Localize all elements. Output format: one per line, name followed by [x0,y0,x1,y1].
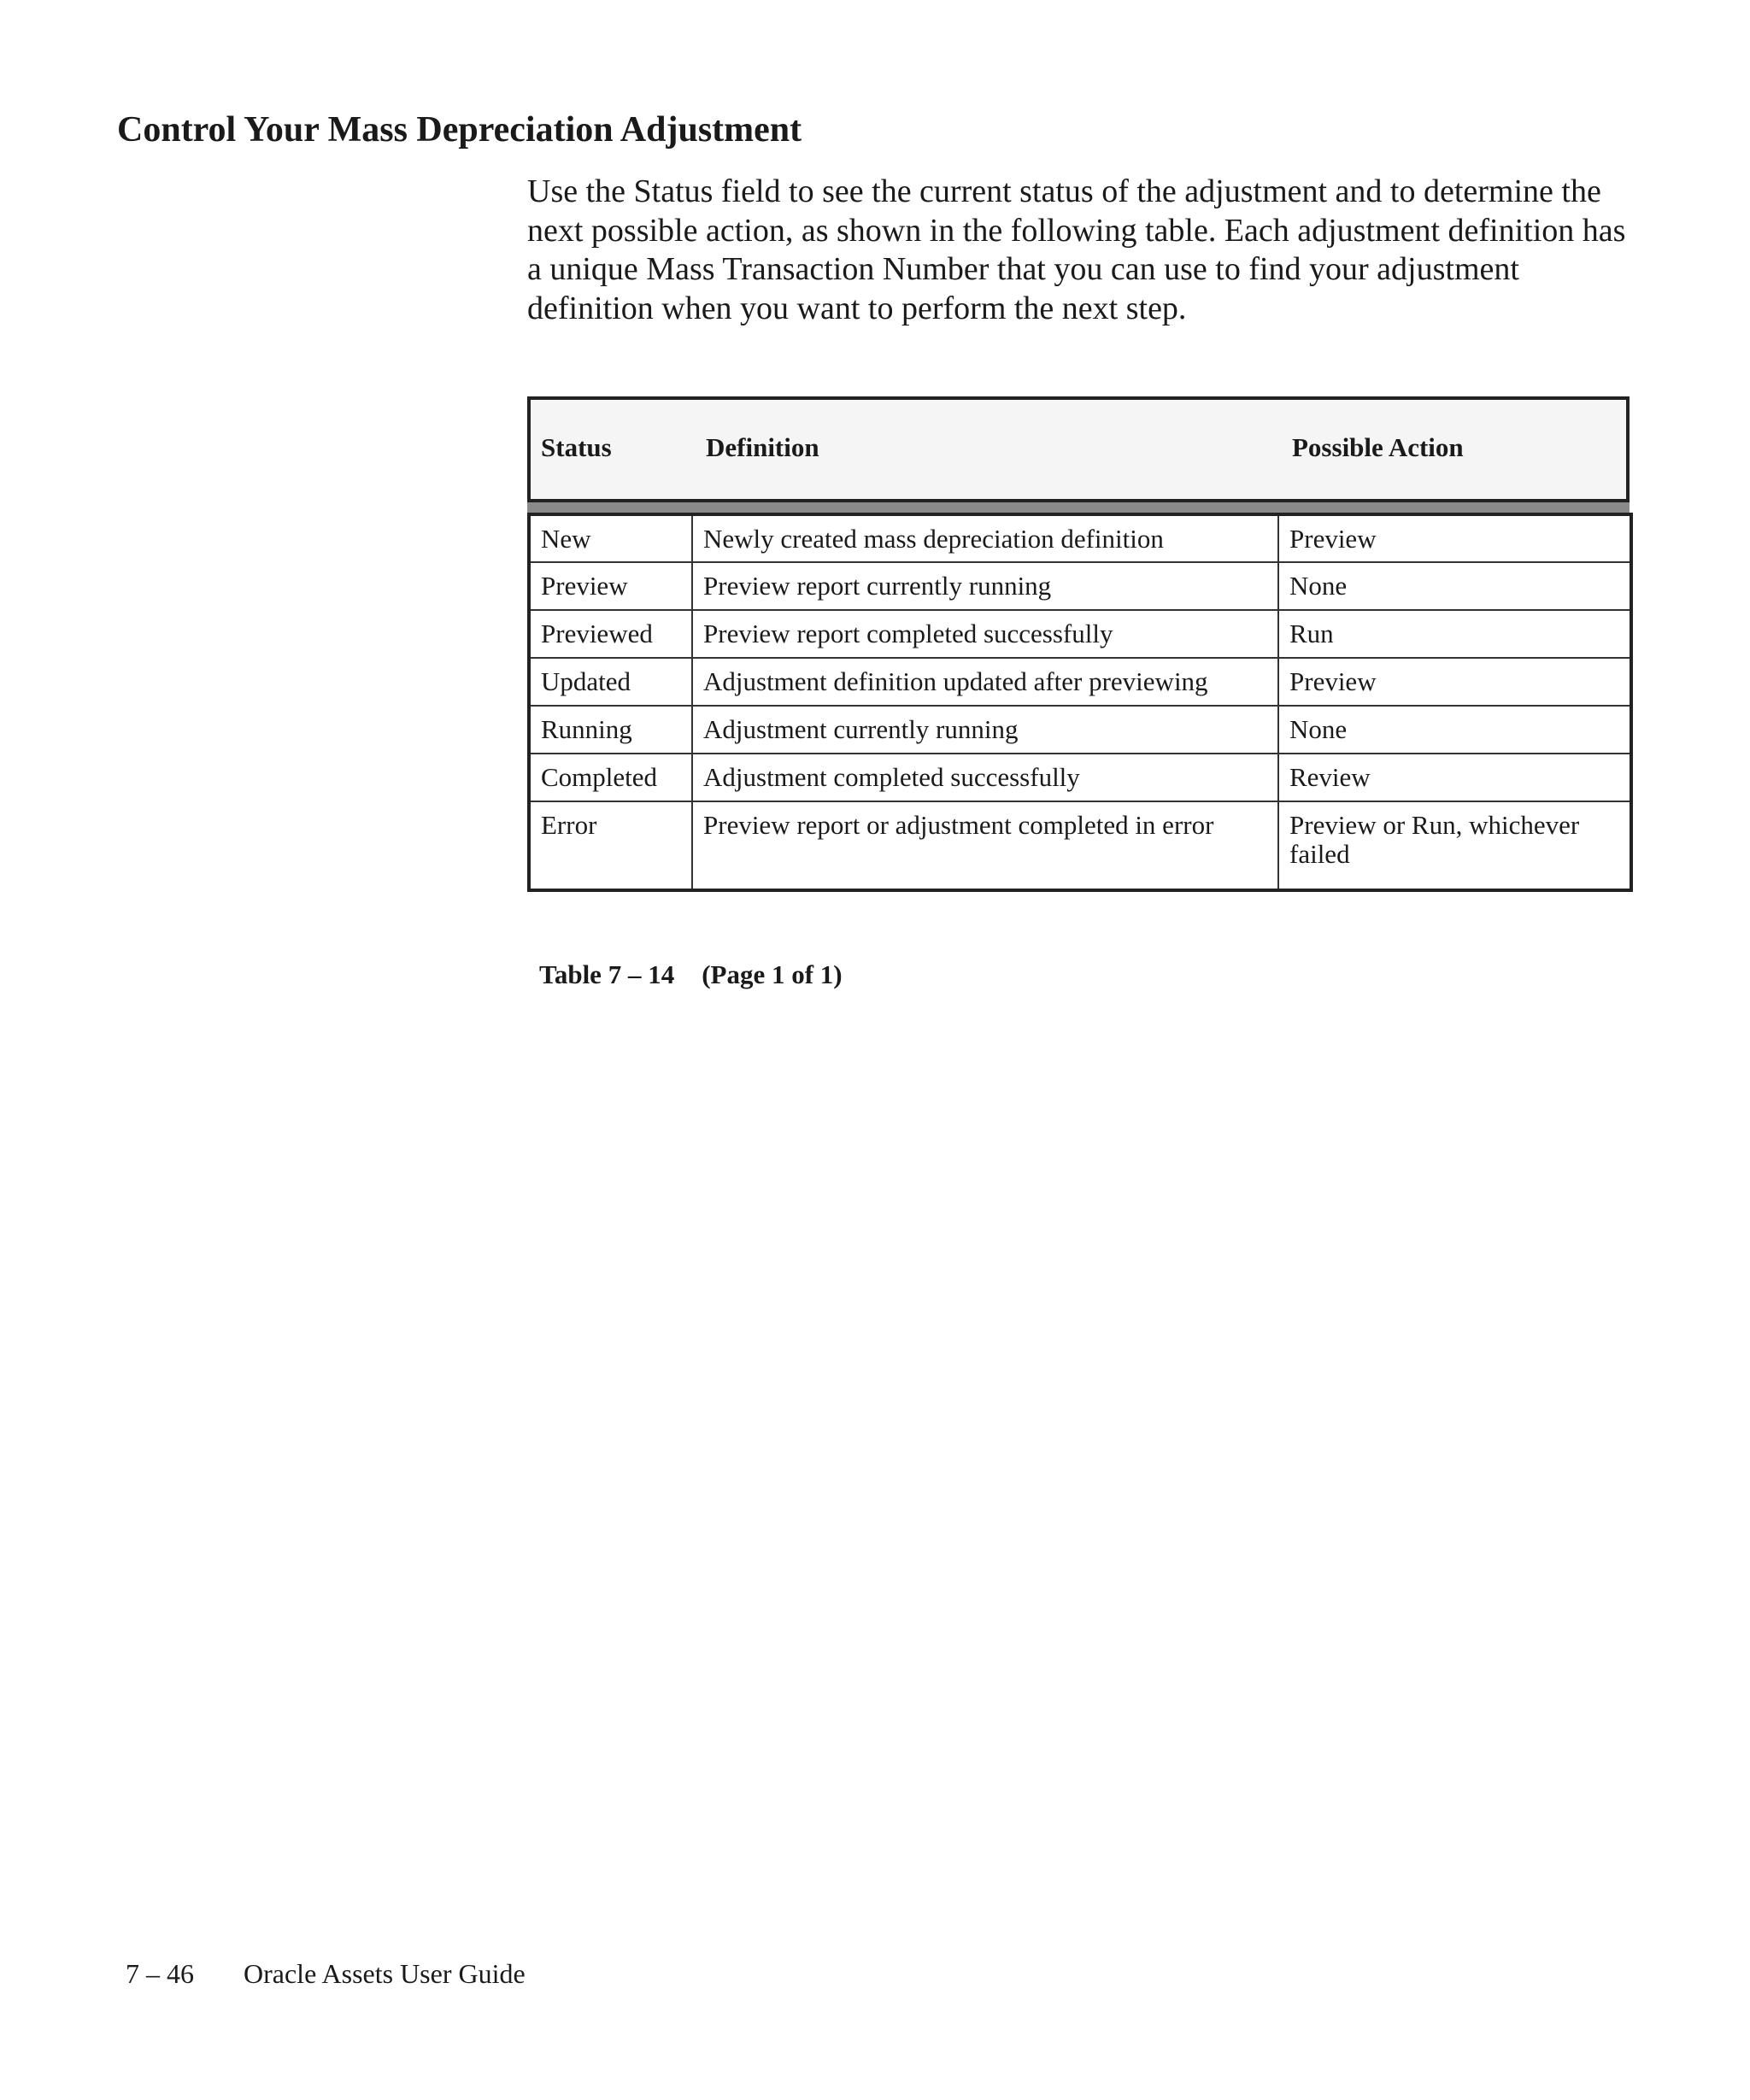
status-cell: Completed [529,754,692,801]
column-header-definition: Definition [706,432,819,462]
action-cell: Preview [1278,514,1631,562]
table-row [529,610,1631,658]
definition-cell: Newly created mass depreciation definition [692,514,1278,562]
column-header-possible-action: Possible Action [1292,432,1464,462]
table-number: Table 7 – 14 [539,959,675,989]
definition-cell: Preview report or adjustment completed in error [692,801,1278,890]
table-row [529,562,1631,610]
definition-cell: Adjustment completed successfully [692,754,1278,801]
action-cell: Preview [1278,658,1631,706]
table-row [529,514,1631,562]
page-number: 7 – 46 [126,1958,194,1989]
action-cell: None [1278,562,1631,610]
status-table [527,513,1633,892]
table-caption [539,959,843,990]
table-header [527,396,1630,502]
table-row [529,706,1631,754]
table-row [529,658,1631,706]
definition-cell: Preview report currently running [692,562,1278,610]
book-title: Oracle Assets User Guide [244,1958,526,1989]
intro-paragraph: Use the Status field to see the current status of the adjustment and to determine the next possible action, as shown in the following table. Each adjustment definition has a unique Mass Transaction Number that you can use to find your adjustment definition when you want to perform the next step. [527,173,1626,326]
status-cell: Updated [529,658,692,706]
definition-cell: Adjustment definition updated after previewing [692,658,1278,706]
status-cell: Preview [529,562,692,610]
table-row [529,801,1631,890]
table-row [529,754,1631,801]
status-cell: Previewed [529,610,692,658]
page-footer [126,1957,526,1990]
definition-cell: Adjustment currently running [692,706,1278,754]
column-header-status: Status [541,432,612,462]
action-cell: Preview or Run, whichever failed [1278,801,1631,890]
status-cell: New [529,514,692,562]
status-cell: Error [529,801,692,890]
action-cell: Run [1278,610,1631,658]
section-heading: Control Your Mass Depreciation Adjustment [117,110,802,150]
table-page-indicator: (Page 1 of 1) [702,959,843,989]
header-rule [527,502,1630,513]
status-cell: Running [529,706,692,754]
definition-cell: Preview report completed successfully [692,610,1278,658]
action-cell: None [1278,706,1631,754]
action-cell: Review [1278,754,1631,801]
